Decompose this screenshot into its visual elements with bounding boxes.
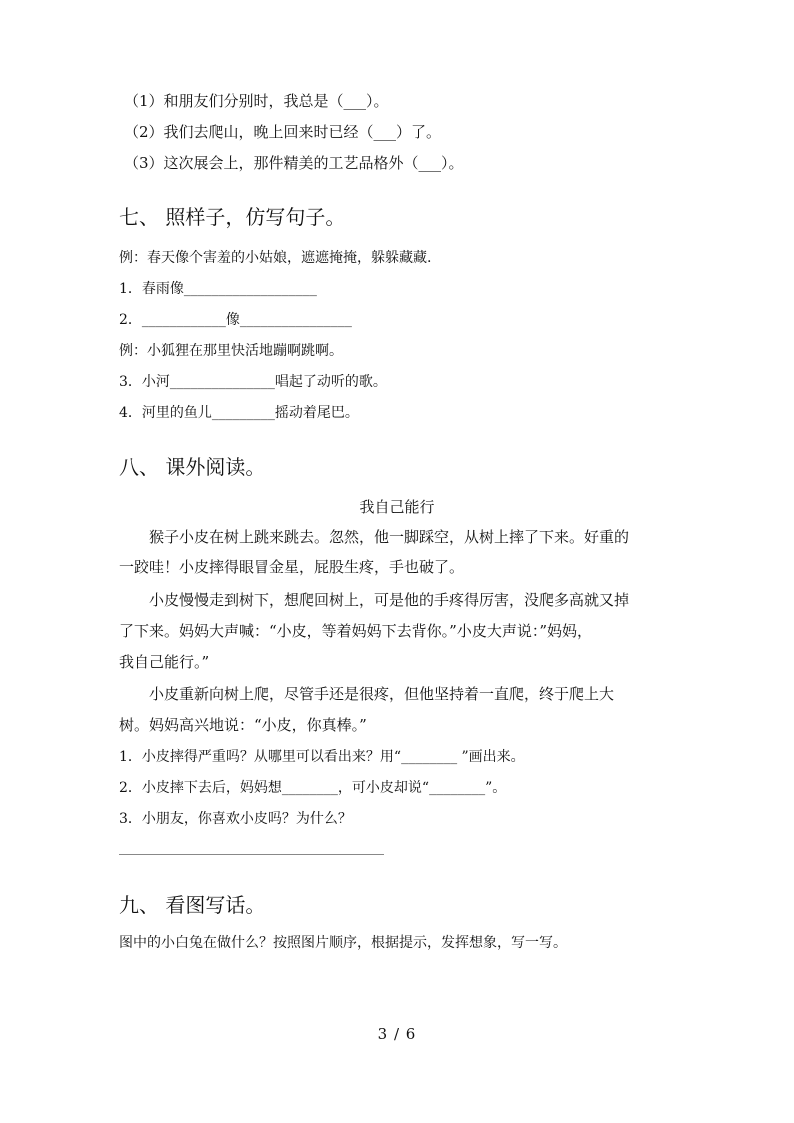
story-paragraph-2-line-1: 小皮慢慢走到树下，想爬回树上，可是他的手疼得厉害，没爬多高就又掉 <box>149 591 630 609</box>
example-sentence-2: 例：小狐狸在那里快活地蹦啊跳啊。 <box>119 343 343 359</box>
writing-prompt: 图中的小白兔在做什么？按照图片顺序，根据提示，发挥想象，写一写。 <box>119 935 567 951</box>
page-number: 3 / 6 <box>377 1025 417 1043</box>
section-heading-7: 七、 照样子，仿写句子。 <box>119 205 346 229</box>
story-paragraph-3-line-2: 树。妈妈高兴地说：“小皮，你真棒。” <box>119 716 367 734</box>
story-paragraph-3-line-1: 小皮重新向树上爬，尽管手还是很疼，但他坚持着一直爬，终于爬上大 <box>149 685 615 703</box>
imitation-item-2: 2．____________像________________ <box>119 312 352 328</box>
imitation-item-3: 3．小河_______________唱起了动听的歌。 <box>119 374 387 390</box>
fill-blank-item-1: （1）和朋友们分别时，我总是（___）。 <box>124 92 389 110</box>
reading-question-2: 2．小皮摔下去后，妈妈想________，可小皮却说“________”。 <box>119 780 507 796</box>
reading-question-1: 1．小皮摔得严重吗？从哪里可以看出来？用“________ ”画出来。 <box>119 749 525 765</box>
reading-question-3: 3．小朋友，你喜欢小皮吗？为什么？ <box>119 811 352 827</box>
imitation-item-4: 4．河里的鱼儿_________摇动着尾巴。 <box>119 405 359 421</box>
story-paragraph-2-line-3: 我自己能行。” <box>119 653 210 671</box>
story-title: 我自己能行 <box>359 498 435 516</box>
story-paragraph-1-line-1: 猴子小皮在树上跳来跳去。忽然，他一脚踩空，从树上摔了下来。好重的 <box>149 528 630 546</box>
example-sentence-1: 例：春天像个害羞的小姑娘，遮遮掩掩，躲躲藏藏. <box>119 250 432 266</box>
section-heading-8: 八、 课外阅读。 <box>119 455 266 479</box>
fill-blank-item-2: （2）我们去爬山，晚上回来时已经（___）了。 <box>124 123 442 141</box>
section-heading-9: 九、 看图写话。 <box>119 893 266 917</box>
story-paragraph-2-line-2: 了下来。妈妈大声喊：“小皮，等着妈妈下去背你。”小皮大声说：”妈妈， <box>119 622 593 640</box>
fill-blank-item-3: （3）这次展会上，那件精美的工艺品格外（___）。 <box>124 154 464 172</box>
answer-line <box>119 854 384 855</box>
imitation-item-1: 1．春雨像___________________ <box>119 281 317 297</box>
story-paragraph-1-line-2: 一跤哇！小皮摔得眼冒金星，屁股生疼，手也破了。 <box>119 558 465 576</box>
